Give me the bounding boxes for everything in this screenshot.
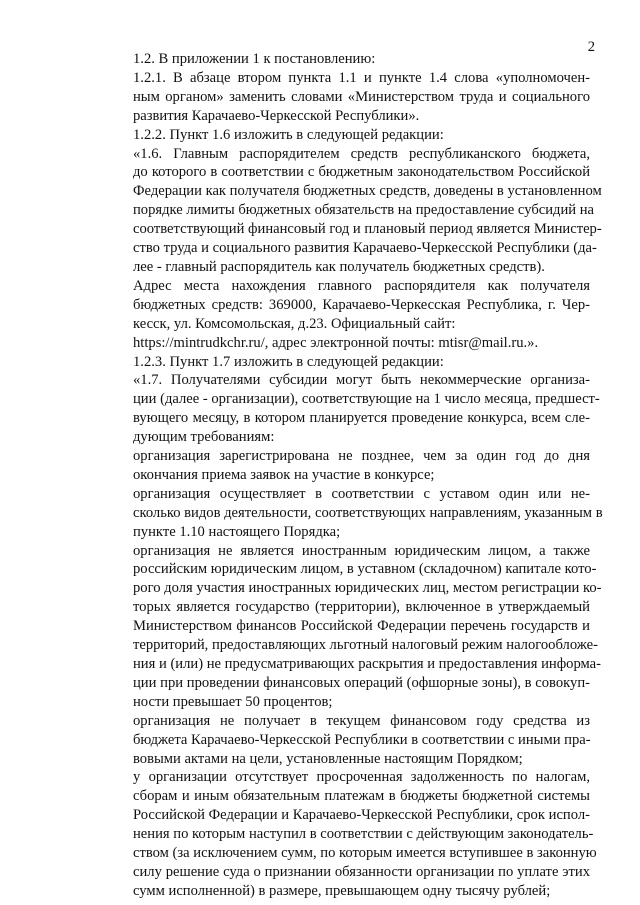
paragraph-line: бюджетных средств: 369000, Карачаево-Черкесская Республика, г. Чер- <box>133 296 590 313</box>
paragraph-line: организация не является иностранным юридическим лицом, а также <box>133 542 590 559</box>
paragraph-line: организация зарегистрирована не позднее, чем за один год до дня <box>133 448 590 465</box>
paragraph-line: окончания приема заявок на участие в конкурсе; <box>133 466 435 483</box>
paragraph-line: бюджета Карачаево-Черкесской Республики в соответствии с иными пра- <box>133 731 591 748</box>
paragraph <box>92 371 600 447</box>
paragraph-line: организация осуществляет в соответствии с уставом один или не- <box>133 485 590 502</box>
paragraph-line: 1.2.1. В абзаце втором пункта 1.1 и пункте 1.4 слова «уполномочен- <box>133 69 590 86</box>
paragraph <box>92 277 590 334</box>
paragraph-line: «1.6. Главным распорядителем средств республиканского бюджета, <box>133 145 590 162</box>
document-body <box>92 50 603 901</box>
paragraph-line: 1.2. В приложении 1 к постановлению: <box>133 51 376 67</box>
paragraph-line: торых является государство (территории), включенное в утверждаемый <box>133 599 590 616</box>
paragraph-line: ции при проведении финансовых операций (офшорные зоны), в совокуп- <box>133 674 590 691</box>
paragraph-line: дующим требованиям: <box>133 429 275 446</box>
paragraph <box>92 334 590 353</box>
paragraph <box>92 69 590 126</box>
paragraph-line: вующего месяцу, в котором планируется проведение конкурса, всем сле- <box>133 410 590 427</box>
paragraph-line: «1.7. Получателями субсидии могут быть некоммерческие организа- <box>133 372 590 389</box>
paragraph <box>92 768 597 900</box>
paragraph-line: 1.2.2. Пункт 1.6 изложить в следующей редакции: <box>133 126 444 143</box>
paragraph-line: организация не получает в текущем финансовом году средства из <box>133 712 590 729</box>
paragraph <box>92 145 602 277</box>
paragraph <box>92 126 590 145</box>
paragraph-line: соответствующий финансовый год и плановый период является Министер- <box>133 221 602 238</box>
paragraph-line: развития Карачаево-Черкесской Республики». <box>133 107 420 124</box>
paragraph-line: ством (за исключением сумм, по которым имеется вступившее в законную <box>133 845 597 862</box>
paragraph-line: Федерации как получателя бюджетных средств, доведены в установленном <box>133 183 602 200</box>
paragraph-line: сколько видов деятельности, соответствующих направлениям, указанным в <box>133 504 603 521</box>
paragraph <box>92 447 590 485</box>
paragraph-line: нения по которым наступил в соответствии с действующим законодатель- <box>133 826 594 843</box>
paragraph-line: ство труда и социального развития Карачаево-Черкесской Республики (да- <box>133 240 597 257</box>
paragraph-line: https://mintrudkchr.ru/, адрес электронной почты: mtisr@mail.ru.». <box>133 334 539 351</box>
paragraph-line: лее - главный распорядитель как получатель бюджетных средств). <box>133 258 545 275</box>
paragraph-line: ния и (или) не предусматривающих раскрытия и предоставления информа- <box>133 656 602 672</box>
paragraph-line: вовыми актами на цели, установленные настоящим Порядком; <box>133 750 523 767</box>
paragraph-line: у организации отсутствует просроченная задолженность по налогам, <box>133 769 590 786</box>
paragraph <box>92 485 603 542</box>
paragraph-line: российским юридическим лицом, в уставном (складочном) капитале кото- <box>133 561 597 578</box>
paragraph <box>92 353 590 372</box>
paragraph <box>92 712 590 769</box>
paragraph-line: сборам и иным обязательным платежам в бюджеты бюджетной системы <box>133 788 590 805</box>
paragraph <box>92 50 590 69</box>
paragraph-line: рого доля участия иностранных юридических лиц, местом регистрации ко- <box>133 580 602 597</box>
paragraph-line: до которого в соответствии с бюджетным законодательством Российской <box>133 164 590 181</box>
paragraph-line: ции (далее - организации), соответствующие на 1 число месяца, предшест- <box>133 391 600 408</box>
page-number: 2 <box>587 39 595 55</box>
paragraph-line: Министерством финансов Российской Федерации перечень государств и <box>133 618 590 635</box>
paragraph-line: ным органом» заменить словами «Министерством труда и социального <box>133 88 590 105</box>
paragraph-line: 1.2.3. Пункт 1.7 изложить в следующей редакции: <box>133 353 444 370</box>
paragraph-line: Адрес места нахождения главного распорядителя как получателя <box>133 277 590 294</box>
paragraph-line: силу решение суда о признании обязанности организации по уплате этих <box>133 863 590 880</box>
paragraph-line: порядке лимиты бюджетных обязательств на предоставление субсидий на <box>133 202 595 219</box>
paragraph-line: сумм исполненной) в размере, превышающем одну тысячу рублей; <box>133 882 551 899</box>
paragraph-line: территорий, предоставляющих льготный налоговый режим налогообложе- <box>133 637 598 654</box>
paragraph <box>92 542 602 712</box>
paragraph-line: ности превышает 50 процентов; <box>133 693 333 710</box>
paragraph-line: Российской Федерации и Карачаево-Черкесской Республики, срок испол- <box>133 807 590 824</box>
paragraph-line: пункте 1.10 настоящего Порядка; <box>133 523 341 540</box>
paragraph-line: кесск, ул. Комсомольская, д.23. Официальный сайт: <box>133 315 456 332</box>
